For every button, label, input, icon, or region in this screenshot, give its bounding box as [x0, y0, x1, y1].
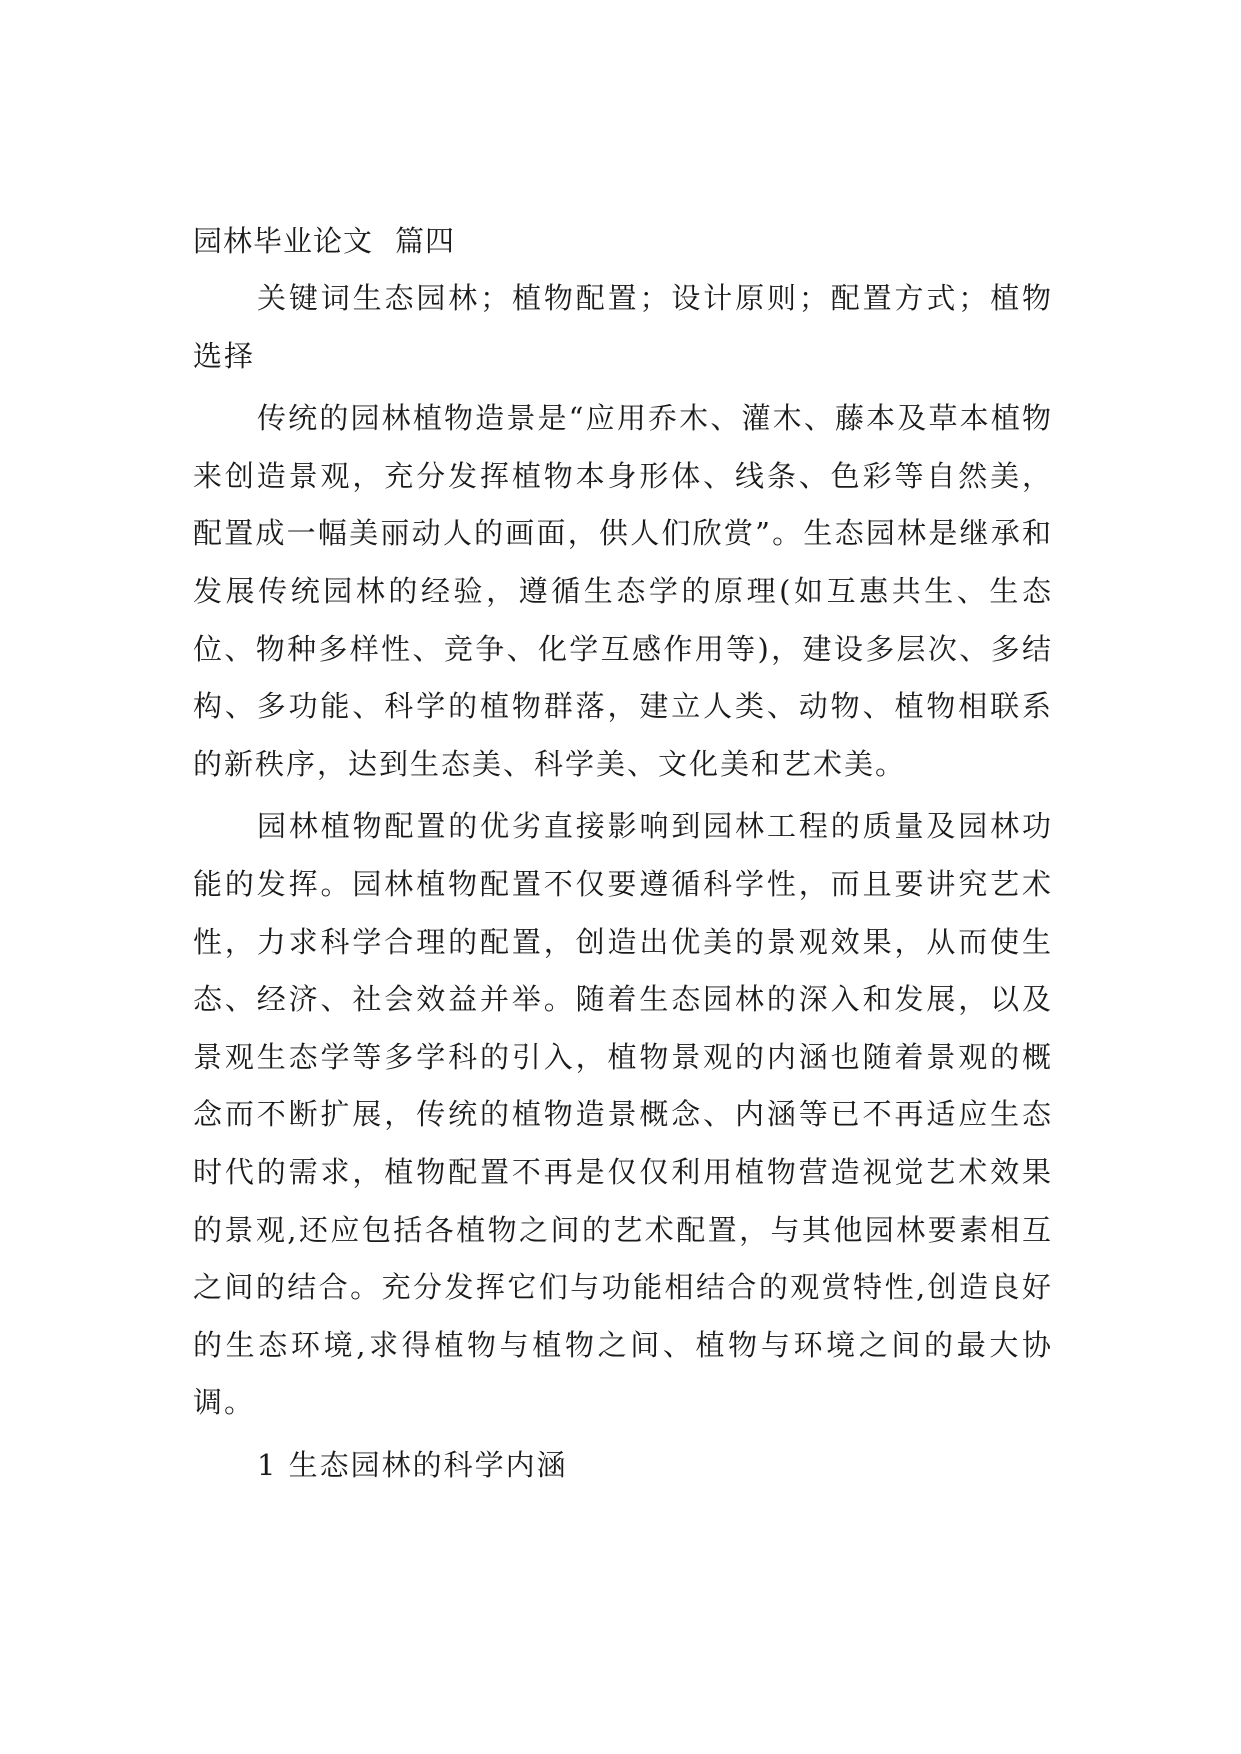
section-heading: 1 生态园林的科学内涵 — [257, 1447, 568, 1482]
title-sub: 篇四 — [395, 224, 456, 258]
document-page — [193, 222, 1053, 1494]
document-title — [193, 222, 1053, 260]
keywords-paragraph: 关键词生态园林；植物配置；设计原则；配置方式；植物选择 — [193, 281, 1053, 373]
title-main: 园林毕业论文 — [193, 224, 374, 258]
body-paragraph: 园林植物配置的优劣直接影响到园林工程的质量及园林功能的发挥。园林植物配置不仅要遵循科学性，而且要讲究艺术性，力求科学合理的配置，创造出优美的景观效果，从而使生态、经济、社会效益并举。随着生态园林的深入和发展，以及景观生态学等多学科的引入，植物景观的内涵也随着景观的概念而不断扩展，传统的植物造景概念、内涵等已不再适应生态时代的需求，植物配置不再是仅仅利用植物营造视觉艺术效果的景观,还应包括各植物之间的艺术配置，与其他园林要素相互之间的结合。充分发挥它们与功能相结合的观赏特性,创造良好的生态环境,求得植物与植物之间、植物与环境之间的最大协调。 — [193, 809, 1053, 1420]
body-paragraph: 传统的园林植物造景是“应用乔木、灌木、藤本及草本植物来创造景观，充分发挥植物本身形体、线条、色彩等自然美，配置成一幅美丽动人的画面，供人们欣赏”。生态园林是继承和发展传统园林的经验，遵循生态学的原理(如互惠共生、生态位、物种多样性、竞争、化学互感作用等)，建设多层次、多结构、多功能、科学的植物群落，建立人类、动物、植物相联系的新秩序，达到生态美、科学美、文化美和艺术美。 — [193, 401, 1053, 781]
